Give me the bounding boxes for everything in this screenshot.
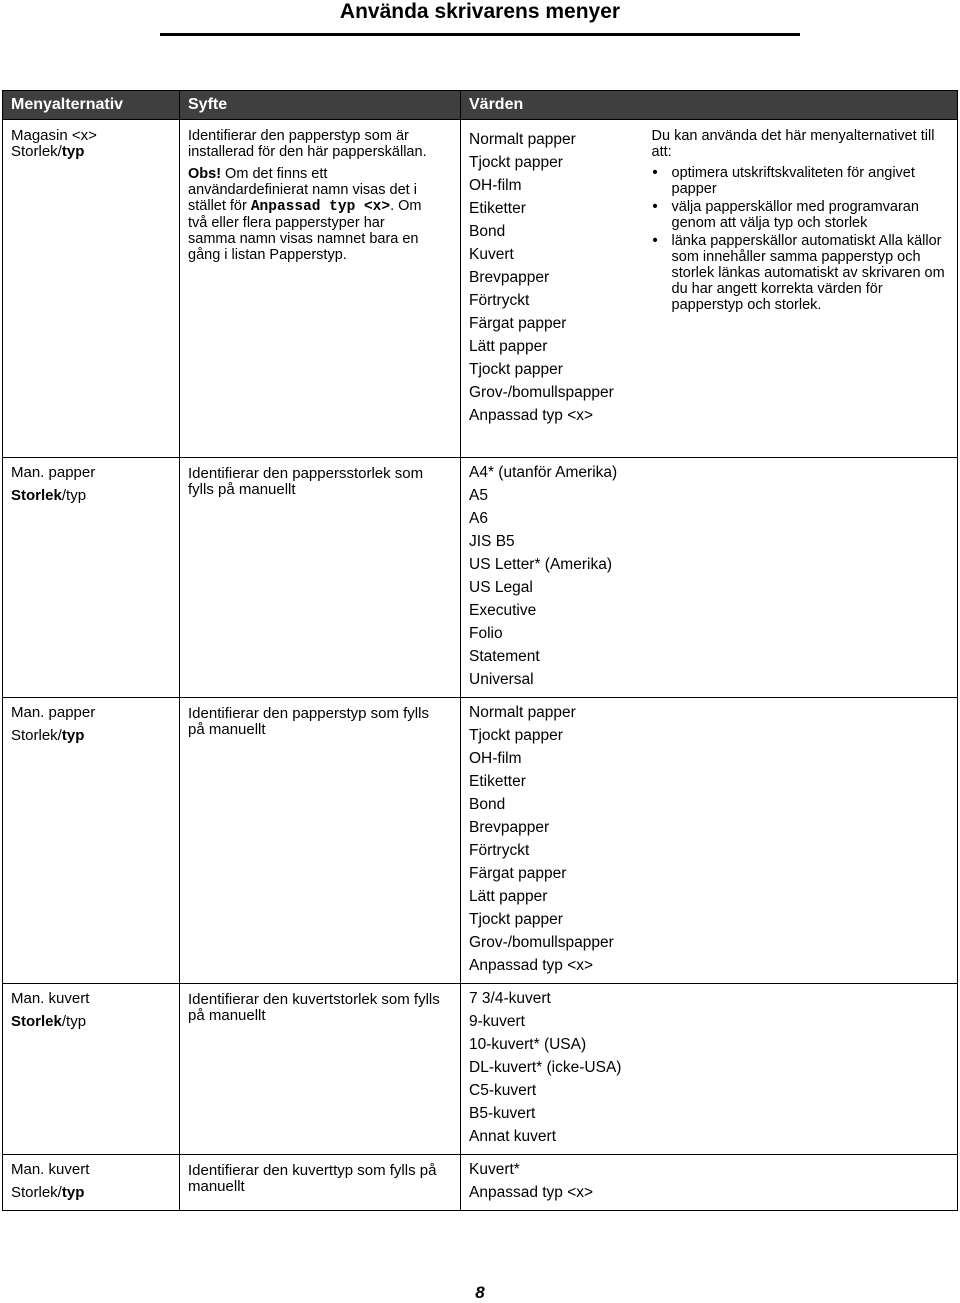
value-item: Kuvert xyxy=(469,246,514,263)
note-intro: Du kan använda det här menyalternativet till att: xyxy=(651,128,935,160)
page-title: Använda skrivarens menyer xyxy=(339,0,621,23)
header-values: Värden xyxy=(461,91,644,120)
note-list xyxy=(652,165,950,313)
header-menu-item: Menyalternativ xyxy=(3,91,180,120)
purpose-cell xyxy=(180,120,461,458)
value-item: Bond xyxy=(469,223,506,240)
values-cell xyxy=(461,120,644,458)
table-row xyxy=(3,698,958,984)
menu-item-sub: Storlek/typ xyxy=(11,1184,85,1201)
value-item: Färgat papper xyxy=(469,865,567,882)
purpose-cell xyxy=(180,984,461,1155)
value-item: Lätt papper xyxy=(469,888,548,905)
purpose-text: fylls på manuellt xyxy=(188,481,296,498)
value-item: OH-film xyxy=(469,750,522,767)
menu-item-sub: Storlek/typ xyxy=(11,727,85,744)
purpose-text: på manuellt xyxy=(188,1007,266,1024)
note-bullet: • länka papperskällor automatiskt Alla källor som innehåller samma papperstyp och storlek länkas automatiskt av skrivaren om du har angett korrekta värden för papperstyp och storlek. xyxy=(672,233,950,313)
purpose-text: på manuellt xyxy=(188,721,266,738)
purpose-text: gång i listan Papperstyp. xyxy=(188,247,347,263)
purpose-text: Identifierar den kuverttyp som fylls på xyxy=(188,1162,437,1179)
value-item: B5-kuvert xyxy=(469,1105,536,1122)
value-item: Executive xyxy=(469,602,537,619)
value-item: Tjockt papper xyxy=(469,911,563,928)
header-purpose: Syfte xyxy=(180,91,461,120)
value-item: Tjockt papper xyxy=(469,727,563,744)
value-item: Anpassad typ <x> xyxy=(469,407,594,424)
menu-item-sub: Storlek/typ xyxy=(11,143,85,160)
page-number: 8 xyxy=(475,1283,485,1302)
value-item: A6 xyxy=(469,510,488,527)
value-item: Grov-/bomullspapper xyxy=(469,384,614,401)
purpose-text: Identifierar den papperstyp som fylls xyxy=(188,705,429,722)
values-cell xyxy=(461,698,644,984)
value-item: 9-kuvert xyxy=(469,1013,525,1030)
value-item: Tjockt papper xyxy=(469,154,563,171)
menu-item-cell xyxy=(3,120,180,458)
value-item: Förtryckt xyxy=(469,842,530,859)
value-item: A4* (utanför Amerika) xyxy=(469,464,618,481)
menu-item-name: Man. kuvert xyxy=(11,1161,90,1178)
menu-item-cell xyxy=(3,1155,180,1211)
menu-item-cell xyxy=(3,458,180,698)
values-cell xyxy=(461,984,644,1155)
value-item: Etiketter xyxy=(469,200,526,217)
value-item: Bond xyxy=(469,796,506,813)
values-cell xyxy=(461,1155,644,1211)
header-extra xyxy=(644,91,958,120)
note-cell xyxy=(644,458,958,698)
obs-line: Obs! Om det finns ett xyxy=(188,166,328,182)
value-item: US Legal xyxy=(469,579,533,596)
menu-item-name: Magasin <x> xyxy=(11,127,97,144)
menu-item-cell xyxy=(3,984,180,1155)
table-row xyxy=(3,984,958,1155)
note-cell xyxy=(644,698,958,984)
value-item: Anpassad typ <x> xyxy=(469,957,594,974)
purpose-cell xyxy=(180,458,461,698)
purpose-text: samma namn visas namnet bara en xyxy=(188,231,419,247)
menu-item-sub: Storlek/typ xyxy=(11,1013,87,1030)
note-bullet: • optimera utskriftskvaliteten för angivet papper xyxy=(672,165,950,197)
purpose-cell xyxy=(180,1155,461,1211)
purpose-text: Identifierar den papperstyp som är xyxy=(188,128,409,144)
values-cell xyxy=(461,458,644,698)
purpose-text: Identifierar den pappersstorlek som xyxy=(188,465,424,482)
menu-item-name: Man. papper xyxy=(11,704,96,721)
value-item: OH-film xyxy=(469,177,522,194)
menu-item-sub: Storlek/typ xyxy=(11,487,87,504)
value-item: JIS B5 xyxy=(469,533,515,550)
value-item: Brevpapper xyxy=(469,819,550,836)
value-item: DL-kuvert* (icke-USA) xyxy=(469,1059,622,1076)
value-item: Förtryckt xyxy=(469,292,530,309)
value-item: 10-kuvert* (USA) xyxy=(469,1036,587,1053)
note-cell xyxy=(644,1155,958,1211)
purpose-text: manuellt xyxy=(188,1178,245,1195)
value-item: C5-kuvert xyxy=(469,1082,537,1099)
value-item: A5 xyxy=(469,487,488,504)
value-item: Etiketter xyxy=(469,773,526,790)
purpose-text: två eller flera papperstyper har xyxy=(188,215,385,231)
note-cell xyxy=(644,120,958,458)
table-row xyxy=(3,1155,958,1211)
value-item: Kuvert* xyxy=(469,1161,520,1178)
value-item: Anpassad typ <x> xyxy=(469,1184,594,1201)
value-item: Grov-/bomullspapper xyxy=(469,934,614,951)
table-row xyxy=(3,120,958,458)
table-header-row xyxy=(3,91,958,120)
menu-item-name: Man. kuvert xyxy=(11,990,90,1007)
value-item: Färgat papper xyxy=(469,315,567,332)
title-rule xyxy=(160,33,800,36)
purpose-text: installerad för den här papperskällan. xyxy=(188,144,427,160)
table-row xyxy=(3,458,958,698)
value-item: Folio xyxy=(469,625,503,642)
value-item: Annat kuvert xyxy=(469,1128,557,1145)
value-item: Brevpapper xyxy=(469,269,550,286)
menu-table xyxy=(2,90,958,1211)
value-item: Tjockt papper xyxy=(469,361,563,378)
value-item: Normalt papper xyxy=(469,704,576,721)
purpose-text: stället för Anpassad typ <x>. Om xyxy=(188,198,422,215)
value-item: Statement xyxy=(469,648,540,665)
value-item: Universal xyxy=(469,671,534,688)
value-item: Normalt papper xyxy=(469,131,576,148)
purpose-text: Identifierar den kuvertstorlek som fylls xyxy=(188,991,440,1008)
note-cell xyxy=(644,984,958,1155)
value-item: Lätt papper xyxy=(469,338,548,355)
purpose-cell xyxy=(180,698,461,984)
note-bullet: • välja papperskällor med programvaran genom att välja typ och storlek xyxy=(672,199,950,231)
value-item: 7 3/4-kuvert xyxy=(469,990,551,1007)
value-item: US Letter* (Amerika) xyxy=(469,556,612,573)
purpose-text: användardefinierat namn visas det i xyxy=(188,182,417,198)
menu-item-name: Man. papper xyxy=(11,464,96,481)
menu-item-cell xyxy=(3,698,180,984)
